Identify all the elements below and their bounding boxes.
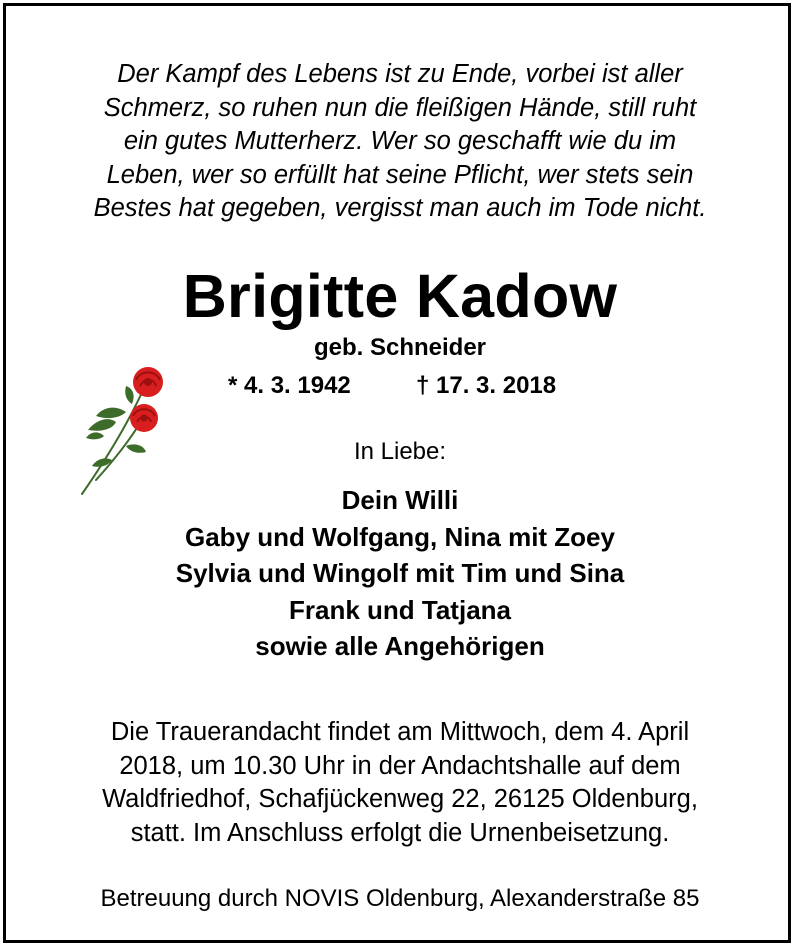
service-line: 2018, um 10.30 Uhr in der Andachtshalle auf dem	[119, 751, 681, 780]
maiden-name: geb. Schneider	[313, 334, 487, 361]
mourner-line: Gaby und Wolfgang, Nina mit Zoey	[185, 521, 615, 552]
verse-line: ein gutes Mutterherz. Wer so geschafft wie du im	[123, 127, 677, 156]
mourner-line: Sylvia und Wingolf mit Tim und Sina	[175, 558, 625, 588]
verse-line: Bestes hat gegeben, vergisst man auch im Tode nicht.	[93, 194, 707, 223]
in-love-label: In Liebe:	[353, 438, 447, 465]
mourner-line: Frank und Tatjana	[289, 594, 511, 625]
rose-top	[133, 367, 163, 397]
undertaker-info: Betreuung durch NOVIS Oldenburg, Alexanderstraße 85	[100, 885, 700, 912]
service-line: Waldfriedhof, Schafjückenweg 22, 26125 Oldenburg,	[102, 785, 698, 813]
rose-bottom	[130, 404, 158, 432]
verse-line: Leben, wer so erfüllt hat seine Pflicht, wer stets sein	[106, 160, 694, 189]
mourner-line: sowie alle Angehörigen	[255, 631, 545, 661]
service-info	[40, 716, 760, 850]
deceased-name: Brigitte Kadow	[182, 262, 618, 330]
death-date: † 17. 3. 2018	[416, 372, 557, 399]
verse-line: Der Kampf des Lebens ist zu Ende, vorbei ist aller	[117, 60, 683, 88]
verse	[40, 58, 760, 226]
birth-date: * 4. 3. 1942	[228, 372, 351, 399]
mourners-list	[0, 482, 800, 665]
verse-line: Schmerz, so ruhen nun die fleißigen Hände, still ruht	[103, 93, 697, 122]
mourner-line: Dein Willi	[341, 485, 459, 515]
service-line: Die Trauerandacht findet am Mittwoch, dem 4. April	[110, 718, 690, 746]
service-line: statt. Im Anschluss erfolgt die Urnenbeisetzung.	[130, 818, 670, 847]
roses-icon	[74, 360, 174, 500]
